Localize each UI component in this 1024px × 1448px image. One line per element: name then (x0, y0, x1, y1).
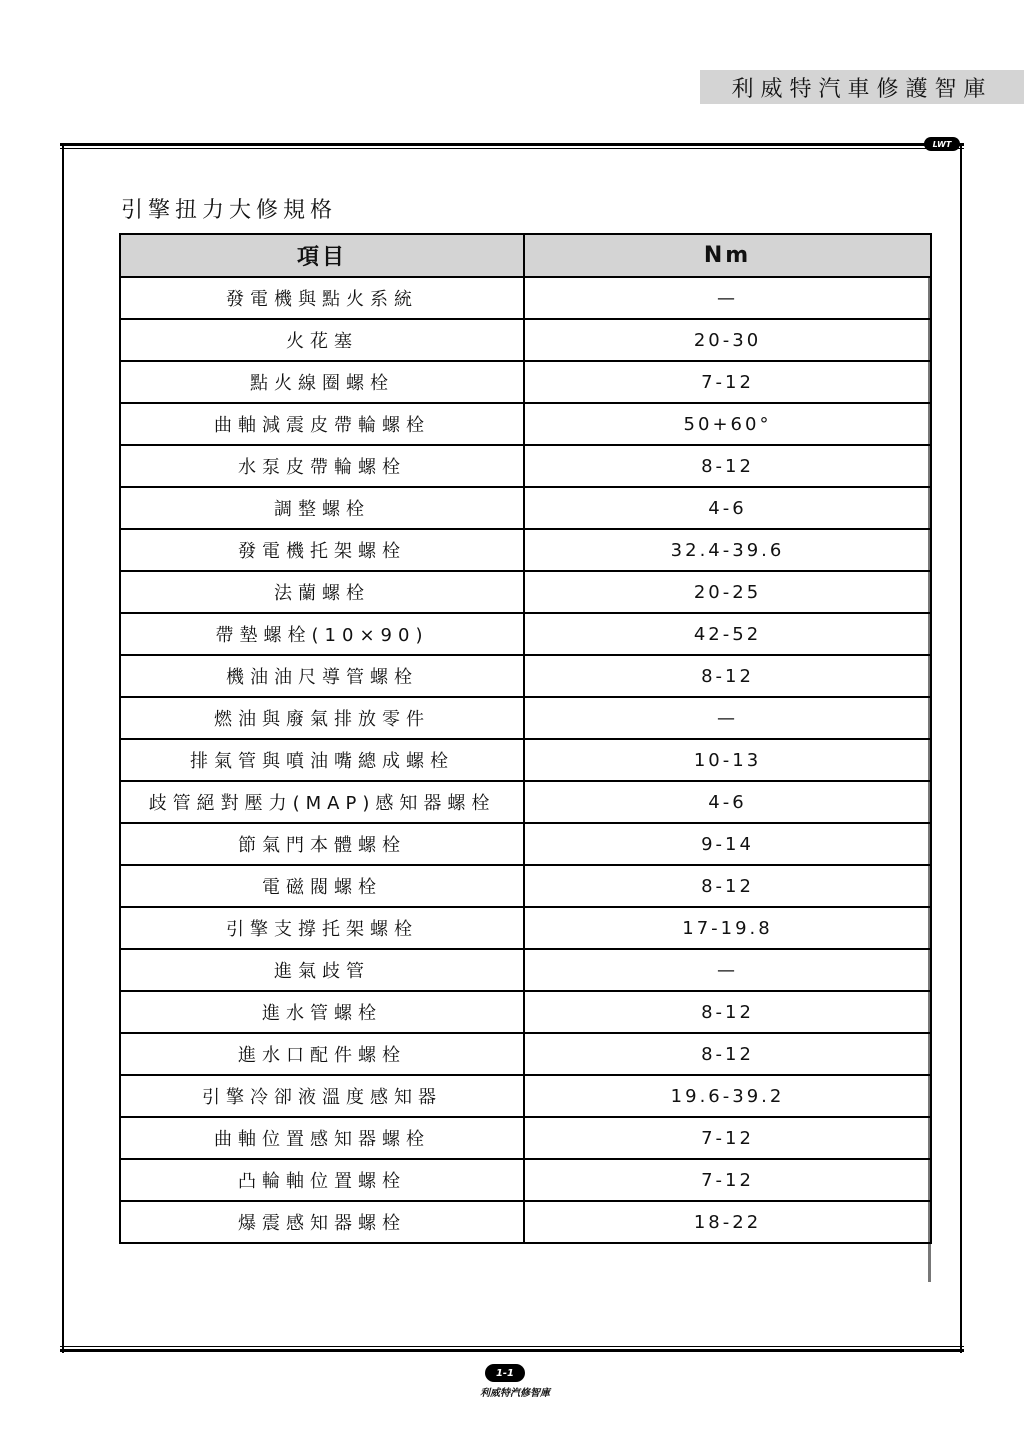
item-cell: 水泵皮帶輪螺栓 (120, 445, 524, 487)
page-number-badge (485, 1364, 525, 1382)
torque-value-cell: 20-30 (524, 319, 931, 361)
torque-value-cell: — (524, 277, 931, 319)
table-header-row (120, 234, 931, 277)
table-row (120, 907, 931, 949)
torque-value-cell: 32.4-39.6 (524, 529, 931, 571)
torque-value-cell: 8-12 (524, 865, 931, 907)
item-cell: 進水管螺栓 (120, 991, 524, 1033)
item-cell: 引擎支撐托架螺栓 (120, 907, 524, 949)
table-row (120, 445, 931, 487)
top-rule (60, 143, 964, 149)
table-row (120, 1033, 931, 1075)
torque-value-cell: 42-52 (524, 613, 931, 655)
item-cell: 點火線圈螺栓 (120, 361, 524, 403)
torque-value-cell: 50+60° (524, 403, 931, 445)
item-cell: 排氣管與噴油嘴總成螺栓 (120, 739, 524, 781)
page-number: 1-1 (495, 1367, 515, 1379)
item-cell: 爆震感知器螺栓 (120, 1201, 524, 1243)
torque-value-cell: 7-12 (524, 1117, 931, 1159)
item-cell: 凸輪軸位置螺栓 (120, 1159, 524, 1201)
table-row (120, 823, 931, 865)
table-row (120, 613, 931, 655)
table-row (120, 487, 931, 529)
item-cell: 引擎冷卻液溫度感知器 (120, 1075, 524, 1117)
table-body (120, 277, 931, 1243)
torque-value-cell: 19.6-39.2 (524, 1075, 931, 1117)
torque-value-cell: 8-12 (524, 991, 931, 1033)
table-row (120, 361, 931, 403)
torque-spec-table (119, 233, 932, 1244)
table-row (120, 739, 931, 781)
item-cell: 火花塞 (120, 319, 524, 361)
item-cell: 進氣歧管 (120, 949, 524, 991)
table-row (120, 403, 931, 445)
corner-logo-icon (924, 137, 960, 151)
item-cell: 曲軸位置感知器螺栓 (120, 1117, 524, 1159)
torque-value-cell: 7-12 (524, 1159, 931, 1201)
item-cell: 法蘭螺栓 (120, 571, 524, 613)
bottom-rule (60, 1346, 964, 1352)
table-row (120, 865, 931, 907)
table-row (120, 1201, 931, 1243)
footer-brand: 利威特汽修智庫 (480, 1388, 550, 1399)
item-cell: 發電機托架螺栓 (120, 529, 524, 571)
table-row (120, 991, 931, 1033)
table-row (120, 1159, 931, 1201)
torque-value-cell: 9-14 (524, 823, 931, 865)
page-title: 引擎扭力大修規格 (121, 198, 338, 223)
header-brand-text: 利威特汽車修護智庫 (731, 76, 993, 102)
item-cell: 進水口配件螺栓 (120, 1033, 524, 1075)
column-header-item: 項目 (120, 234, 524, 277)
torque-value-cell: 8-12 (524, 445, 931, 487)
corner-logo-text: LWT (932, 139, 952, 149)
torque-value-cell: 8-12 (524, 1033, 931, 1075)
table-row (120, 781, 931, 823)
torque-value-cell: 18-22 (524, 1201, 931, 1243)
item-cell: 燃油與廢氣排放零件 (120, 697, 524, 739)
torque-value-cell: 4-6 (524, 487, 931, 529)
table-row (120, 1075, 931, 1117)
table-row (120, 949, 931, 991)
torque-value-cell: 4-6 (524, 781, 931, 823)
table-row (120, 571, 931, 613)
item-cell: 歧管絕對壓力(MAP)感知器螺栓 (120, 781, 524, 823)
torque-value-cell: 8-12 (524, 655, 931, 697)
torque-value-cell: — (524, 949, 931, 991)
item-cell: 發電機與點火系統 (120, 277, 524, 319)
item-cell: 電磁閥螺栓 (120, 865, 524, 907)
table-row (120, 319, 931, 361)
item-cell: 機油油尺導管螺栓 (120, 655, 524, 697)
torque-value-cell: 17-19.8 (524, 907, 931, 949)
item-cell: 曲軸減震皮帶輪螺栓 (120, 403, 524, 445)
torque-value-cell: 10-13 (524, 739, 931, 781)
column-header-nm: Nm (524, 234, 931, 277)
header-brand-tab (700, 70, 1024, 104)
item-cell: 調整螺栓 (120, 487, 524, 529)
table-row (120, 697, 931, 739)
item-cell: 帶墊螺栓(10×90) (120, 613, 524, 655)
table-row (120, 1117, 931, 1159)
item-cell: 節氣門本體螺栓 (120, 823, 524, 865)
table-row (120, 655, 931, 697)
torque-value-cell: 20-25 (524, 571, 931, 613)
table-row (120, 529, 931, 571)
table-row (120, 277, 931, 319)
torque-value-cell: 7-12 (524, 361, 931, 403)
torque-value-cell: — (524, 697, 931, 739)
